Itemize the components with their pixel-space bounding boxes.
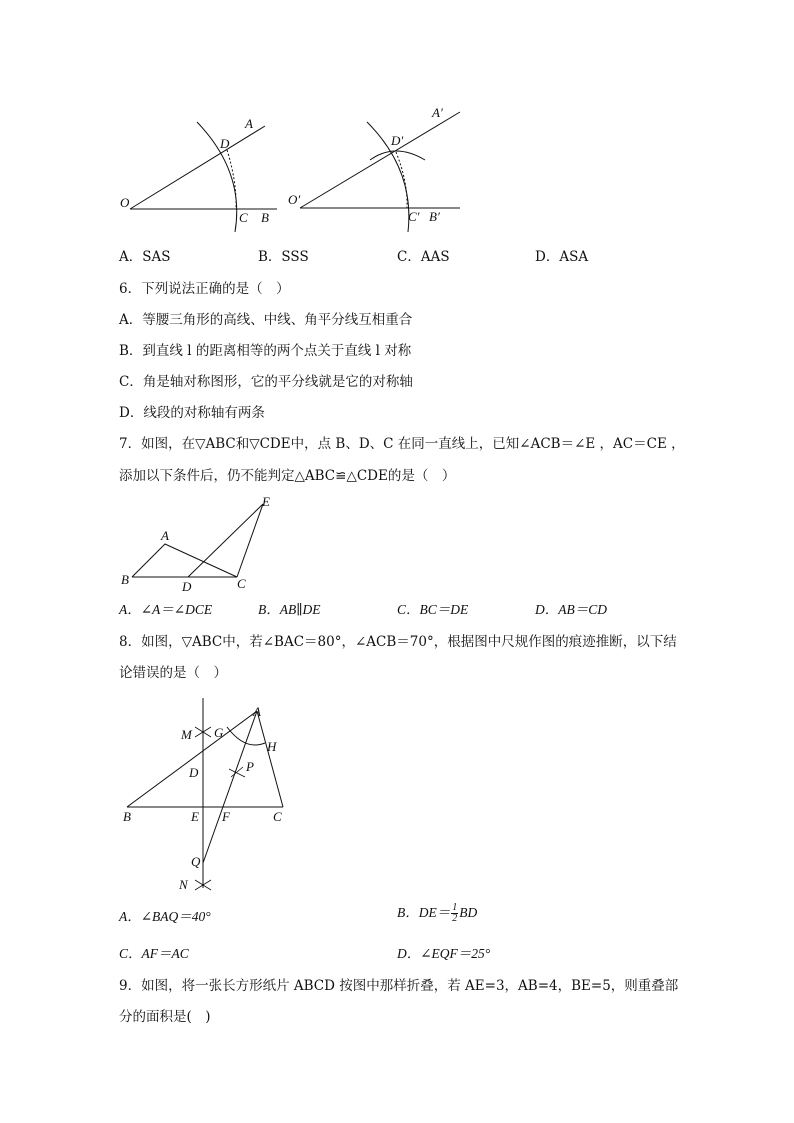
q5-option-a: A．SAS (119, 249, 171, 265)
q5-right-label-A: A′ (432, 105, 443, 120)
q8-label-B: B (123, 809, 131, 824)
q8-label-P: P (246, 759, 254, 774)
q8-label-D: D (189, 765, 199, 780)
q8-label-C: C (273, 809, 282, 824)
q5-option-c: C．AAS (397, 249, 450, 265)
q7-stem-line1: 7．如图，在▽ABC和▽CDE中，点 B、D、C 在同一直线上，已知∠ACB＝∠E ，AC＝CE ， (119, 436, 685, 452)
q8-option-d: D．∠EQF＝25° (397, 946, 491, 961)
q5-right-label-D: D′ (391, 133, 404, 148)
q7-label-A: A (161, 528, 169, 543)
q8-option-b-numerator: 1 (452, 902, 458, 914)
q5-figure-right (285, 100, 475, 235)
q8-stem-line1: 8．如图，▽ABC中，若∠BAC＝80°，∠ACB＝70°，根据图中尺规作图的痕迹推断，以下结 (119, 634, 677, 650)
q5-option-d: D．ASA (535, 249, 589, 265)
q5-right-label-C: C′ (408, 209, 420, 224)
q8-label-N: N (179, 877, 188, 892)
q8-option-b-prefix: B．DE＝ (397, 905, 451, 920)
q8-figure (115, 693, 300, 893)
q6-stem: 6．下列说法正确的是（ ） (119, 281, 290, 297)
q6-option-c: C．角是轴对称图形，它的平分线就是它的对称轴 (119, 374, 413, 390)
q7-option-c: C．BC＝DE (397, 602, 469, 617)
q8-option-b-suffix: BD (459, 905, 478, 920)
q8-stem-line2: 论错误的是（ ） (119, 665, 227, 681)
q5-left-label-O: O (120, 195, 130, 210)
q7-label-D: D (182, 579, 192, 594)
q5-figure-left (115, 112, 285, 237)
q7-label-E: E (262, 494, 270, 509)
q6-option-d: D．线段的对称轴有两条 (119, 405, 265, 421)
q8-label-Q: Q (191, 854, 201, 869)
q6-option-a: A．等腰三角形的高线、中线、角平分线互相重合 (119, 312, 413, 328)
q8-label-G: G (214, 725, 224, 740)
q8-label-H: H (267, 739, 277, 754)
q8-option-a: A．∠BAQ＝40° (119, 909, 211, 924)
q8-option-b (397, 903, 477, 924)
q7-option-a: A．∠A＝∠DCE (119, 602, 213, 617)
q9-stem-line1: 9．如图，将一张长方形纸片 ABCD 按图中那样折叠，若 AE=3，AB=4，BE=5，则重叠部 (119, 978, 679, 994)
q8-option-b-fraction (451, 903, 458, 924)
q7-stem-line2: 添加以下条件后，仍不能判定△ABC≌△CDE的是（ ） (119, 468, 456, 484)
q5-left-label-B: B (261, 210, 269, 225)
q5-left-label-C: C (239, 210, 248, 225)
q7-label-B: B (121, 572, 129, 587)
q7-label-C: C (237, 576, 246, 591)
q8-label-M: M (181, 727, 192, 742)
q9-stem-line2: 分的面积是( ) (119, 1009, 211, 1025)
q5-left-label-D: D (220, 136, 230, 151)
q5-left-label-A: A (245, 116, 253, 131)
q8-option-c: C．AF＝AC (119, 946, 189, 961)
q7-option-d: D．AB＝CD (535, 602, 607, 617)
q8-label-F: F (222, 809, 230, 824)
q5-option-b: B．SSS (258, 249, 309, 265)
q8-option-b-denominator: 2 (452, 913, 458, 925)
q8-label-E: E (191, 809, 199, 824)
q7-option-b: B．AB∥DE (258, 602, 321, 617)
q6-option-b: B．到直线 l 的距离相等的两个点关于直线 l 对称 (119, 343, 412, 359)
q5-right-label-O: O′ (288, 192, 301, 207)
q8-label-A: A (253, 704, 261, 719)
q7-figure (115, 492, 285, 597)
q5-right-label-B: B′ (429, 209, 440, 224)
